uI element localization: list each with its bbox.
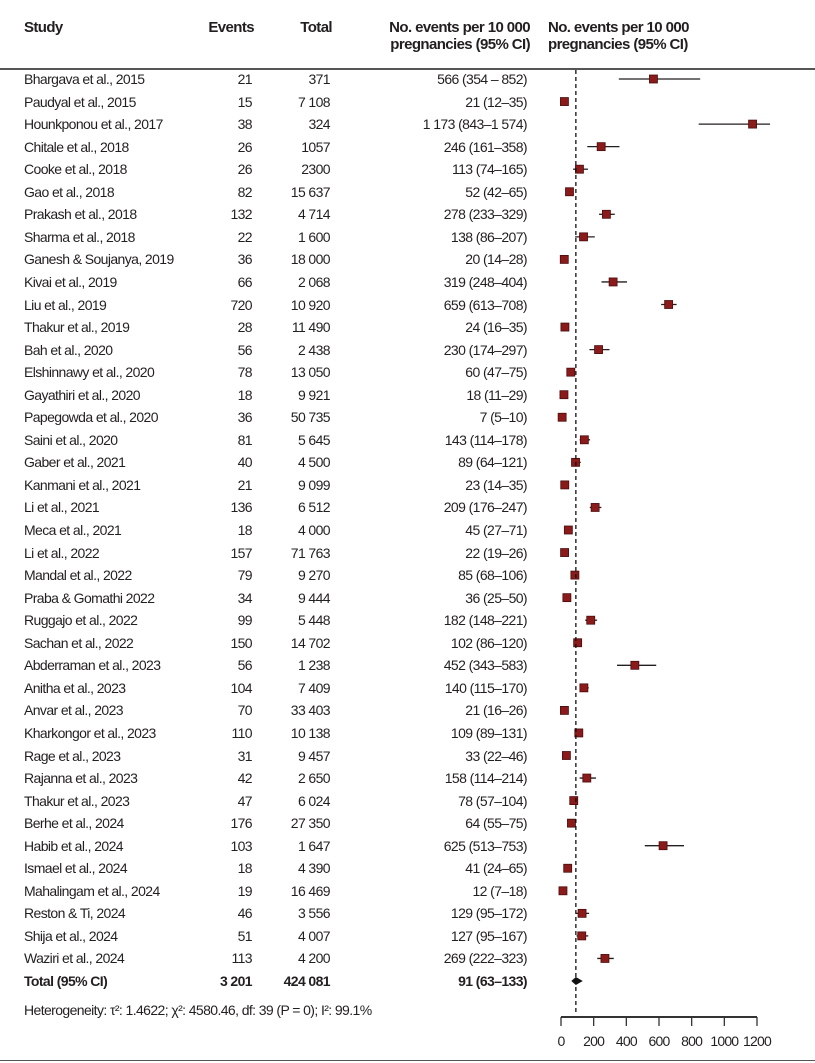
study-ci: 143 (114–178) [444,431,527,448]
study-ci: 12 (7–18) [472,882,527,899]
study-events: 22 [237,228,252,245]
study-name: Liu et al., 2019 [24,296,107,313]
point-estimate-marker [665,301,673,309]
study-name: Saini et al., 2020 [24,431,118,448]
study-ci: 1 173 (843–1 574) [422,116,527,133]
study-ci: 89 (64–121) [458,454,527,471]
study-events: 150 [230,634,252,651]
study-name: Kanmani et al., 2021 [24,476,141,493]
point-estimate-marker [562,752,570,760]
study-ci: 36 (25–50) [465,589,527,606]
point-estimate-marker [583,774,591,782]
study-ci: 7 (5–10) [479,409,527,426]
study-total: 2 650 [297,770,330,787]
study-total: 324 [308,116,330,133]
study-name: Li et al., 2021 [24,499,100,516]
study-total: 1 600 [297,228,330,245]
study-ci: 140 (115–170) [444,679,527,696]
study-events: 18 [237,522,252,538]
study-name: Gaber et al., 2021 [24,454,126,471]
study-events: 47 [237,792,252,809]
point-estimate-marker [587,616,595,624]
x-tick-label: 800 [681,1033,703,1049]
study-events: 176 [230,815,252,832]
header-ci: No. events per 10 000 pregnancies (95% CI) [389,19,530,53]
total-total: 424 081 [283,973,330,989]
study-total: 33 403 [290,702,330,719]
study-events: 56 [237,341,252,358]
study-total: 9 921 [297,386,330,403]
study-name: Shija et al., 2024 [24,927,118,944]
point-estimate-marker [567,368,575,376]
study-name: Ismael et al., 2024 [24,860,127,877]
study-total: 71 763 [290,544,330,561]
study-ci: 246 (161–358) [443,138,527,155]
study-events: 21 [237,71,252,87]
study-events: 38 [237,116,252,133]
study-total: 4 500 [297,454,330,471]
study-total: 2 068 [297,273,330,290]
study-ci: 182 (148–221) [443,612,527,629]
point-estimate-marker [631,661,639,669]
study-total: 4 714 [297,206,330,223]
total-events: 3 201 [219,973,252,989]
study-name: Li et al., 2022 [24,544,100,561]
study-name: Hounkponou et al., 2017 [24,116,163,133]
point-estimate-marker [561,549,569,557]
study-total: 16 469 [290,882,330,899]
study-events: 110 [231,724,252,741]
x-tick-label: 1200 [743,1033,771,1049]
study-name: Mandal et al., 2022 [24,567,132,584]
point-estimate-marker [649,75,657,83]
point-estimate-marker [558,413,566,421]
study-name: Bah et al., 2020 [24,341,113,358]
point-estimate-marker [559,887,567,895]
study-total: 5 448 [297,612,330,629]
study-total: 9 457 [297,747,330,764]
x-tick-label: 600 [648,1033,670,1049]
study-total: 7 409 [297,679,330,696]
study-ci: 138 (86–207) [450,228,527,245]
study-events: 46 [237,905,252,922]
study-ci: 230 (174–297) [443,341,527,358]
study-events: 21 [237,476,252,493]
point-estimate-marker [609,278,617,286]
point-estimate-marker [580,684,588,692]
study-events: 42 [237,770,252,787]
point-estimate-marker [563,594,571,602]
study-name: Anvar et al., 2023 [24,702,123,719]
point-estimate-marker [578,909,586,917]
header-events: Events [208,19,254,36]
study-events: 99 [237,612,252,629]
point-estimate-marker [560,706,568,714]
study-events: 81 [237,431,252,448]
study-events: 157 [230,544,252,561]
x-tick-label: 1000 [710,1033,739,1049]
study-events: 31 [237,747,252,764]
study-total: 4 000 [297,522,330,538]
point-estimate-marker [571,571,579,579]
study-ci: 158 (114–214) [444,770,527,787]
study-total: 9 099 [297,476,330,493]
study-ci: 129 (95–172) [450,905,527,922]
study-ci: 22 (19–26) [465,544,527,561]
study-total: 10 920 [290,296,330,313]
study-total: 27 350 [290,815,330,832]
study-ci: 109 (89–131) [450,724,527,741]
study-total: 7 108 [297,93,330,110]
study-ci: 45 (27–71) [465,522,527,538]
study-ci: 23 (14–35) [465,476,527,493]
pooled-estimate-diamond [571,977,582,985]
study-name: Paudyal et al., 2015 [24,93,136,110]
study-events: 18 [237,860,252,877]
point-estimate-marker [561,323,569,331]
study-events: 34 [237,589,252,606]
study-name: Waziri et al., 2024 [24,950,125,967]
study-total: 1 647 [297,837,330,854]
study-total: 5 645 [297,431,330,448]
study-name: Thakur et al., 2019 [24,319,130,336]
study-name: Ganesh & Soujanya, 2019 [24,251,174,268]
study-name: Berhe et al., 2024 [24,815,124,832]
study-name: Mahalingam et al., 2024 [24,882,160,899]
study-ci: 113 (74–165) [451,161,527,178]
study-events: 36 [237,251,252,268]
study-total: 9 270 [297,567,330,584]
study-name: Kivai et al., 2019 [24,273,117,290]
study-events: 82 [237,183,252,200]
header-plot: No. events per 10 000 pregnancies (95% CI) [548,19,689,53]
study-name: Cooke et al., 2018 [24,161,127,178]
study-name: Sachan et al., 2022 [24,634,134,651]
study-ci: 52 (42–65) [465,183,527,200]
point-estimate-marker [602,210,610,218]
study-events: 66 [237,273,252,290]
point-estimate-marker [595,346,603,354]
study-events: 132 [230,206,252,223]
study-ci: 127 (95–167) [450,927,527,944]
study-name: Reston & Ti, 2024 [24,905,126,922]
study-total: 1057 [301,138,330,155]
study-ci: 85 (68–106) [458,567,527,584]
study-ci: 209 (176–247) [443,499,527,516]
total-label: Total (95% CI) [24,973,108,989]
study-total: 13 050 [290,364,330,381]
study-total: 2300 [301,161,330,178]
study-ci: 78 (57–104) [458,792,527,809]
study-ci: 41 (24–65) [465,860,527,877]
study-name: Praba & Gomathi 2022 [24,589,155,606]
study-name: Rage et al., 2023 [24,747,121,764]
study-ci: 452 (343–583) [443,657,527,674]
point-estimate-marker [601,954,609,962]
study-name: Anitha et al., 2023 [24,679,126,696]
study-total: 1 238 [297,657,330,674]
point-estimate-marker [560,255,568,263]
point-estimate-marker [567,819,575,827]
study-events: 79 [237,567,252,584]
study-events: 78 [237,364,252,381]
study-total: 6 512 [297,499,330,516]
study-ci: 33 (22–46) [465,747,527,764]
study-ci: 21 (16–26) [465,702,527,719]
point-estimate-marker [597,143,605,151]
study-name: Abderraman et al., 2023 [24,657,161,674]
study-ci: 21 (12–35) [465,93,527,110]
study-name: Habib et al., 2024 [24,837,123,854]
point-estimate-marker [570,797,578,805]
study-events: 104 [230,679,252,696]
study-total: 6 024 [297,792,330,809]
point-estimate-marker [565,188,573,196]
study-total: 4 007 [297,927,330,944]
study-name: Ruggajo et al., 2022 [24,612,138,629]
header-study: Study [24,19,63,36]
study-name: Thakur et al., 2023 [24,792,130,809]
study-total: 11 490 [291,319,330,336]
study-total: 50 735 [290,409,330,426]
study-events: 18 [237,386,252,403]
x-tick-label: 200 [583,1033,605,1049]
study-events: 720 [230,296,252,313]
study-ci: 659 (613–708) [443,296,527,313]
x-tick-label: 400 [615,1033,637,1049]
study-events: 26 [237,161,252,178]
study-ci: 64 (55–75) [465,815,527,832]
footer-divider [0,1060,815,1061]
study-ci: 102 (86–120) [450,634,527,651]
point-estimate-marker [564,526,572,534]
study-ci: 278 (233–329) [443,206,527,223]
study-ci: 566 (354 – 852) [437,71,527,87]
study-name: Meca et al., 2021 [24,522,122,538]
study-ci: 319 (248–404) [443,273,527,290]
study-ci: 18 (11–29) [466,386,527,403]
study-events: 26 [237,138,252,155]
point-estimate-marker [659,842,667,850]
study-events: 28 [237,319,252,336]
study-total: 3 556 [297,905,330,922]
total-ci: 91 (63–133) [458,973,527,989]
study-name: Elshinnawy et al., 2020 [24,364,155,381]
study-name: Gao et al., 2018 [24,183,115,200]
x-tick-label: 0 [557,1033,565,1049]
study-events: 103 [230,837,252,854]
study-total: 10 138 [290,724,330,741]
study-total: 18 000 [290,251,330,268]
heterogeneity-text: Heterogeneity: τ²: 1.4622; χ²: 4580.46, df: 39 (P = 0); I²: 99.1% [24,1002,372,1018]
study-total: 9 444 [297,589,330,606]
point-estimate-marker [561,481,569,489]
study-events: 70 [237,702,252,719]
study-events: 56 [237,657,252,674]
study-events: 15 [237,93,252,110]
study-name: Prakash et al., 2018 [24,206,137,223]
study-name: Chitale et al., 2018 [24,138,129,155]
study-name: Rajanna et al., 2023 [24,770,138,787]
study-total: 371 [308,71,330,87]
study-name: Bhargava et al., 2015 [24,71,145,87]
study-events: 51 [237,927,252,944]
point-estimate-marker [560,98,568,106]
header-total: Total [300,19,332,36]
study-name: Sharma et al., 2018 [24,228,135,245]
point-estimate-marker [580,436,588,444]
study-ci: 60 (47–75) [465,364,527,381]
point-estimate-marker [575,165,583,173]
point-estimate-marker [578,932,586,940]
point-estimate-marker [591,503,599,511]
point-estimate-marker [580,233,588,241]
study-name: Kharkongor et al., 2023 [24,724,156,741]
study-total: 14 702 [290,634,330,651]
study-events: 40 [237,454,252,471]
study-events: 136 [230,499,252,516]
study-events: 36 [237,409,252,426]
study-total: 4 200 [297,950,330,967]
study-total: 2 438 [297,341,330,358]
study-total: 4 390 [297,860,330,877]
point-estimate-marker [749,120,757,128]
study-events: 113 [231,950,252,967]
study-ci: 625 (513–753) [443,837,527,854]
study-ci: 24 (16–35) [465,319,527,336]
point-estimate-marker [564,864,572,872]
study-total: 15 637 [290,183,330,200]
point-estimate-marker [560,391,568,399]
study-name: Gayathiri et al., 2020 [24,386,140,403]
study-events: 19 [237,882,252,899]
point-estimate-marker [574,639,582,647]
study-ci: 269 (222–323) [443,950,527,967]
study-name: Papegowda et al., 2020 [24,409,158,426]
study-ci: 20 (14–28) [465,251,527,268]
